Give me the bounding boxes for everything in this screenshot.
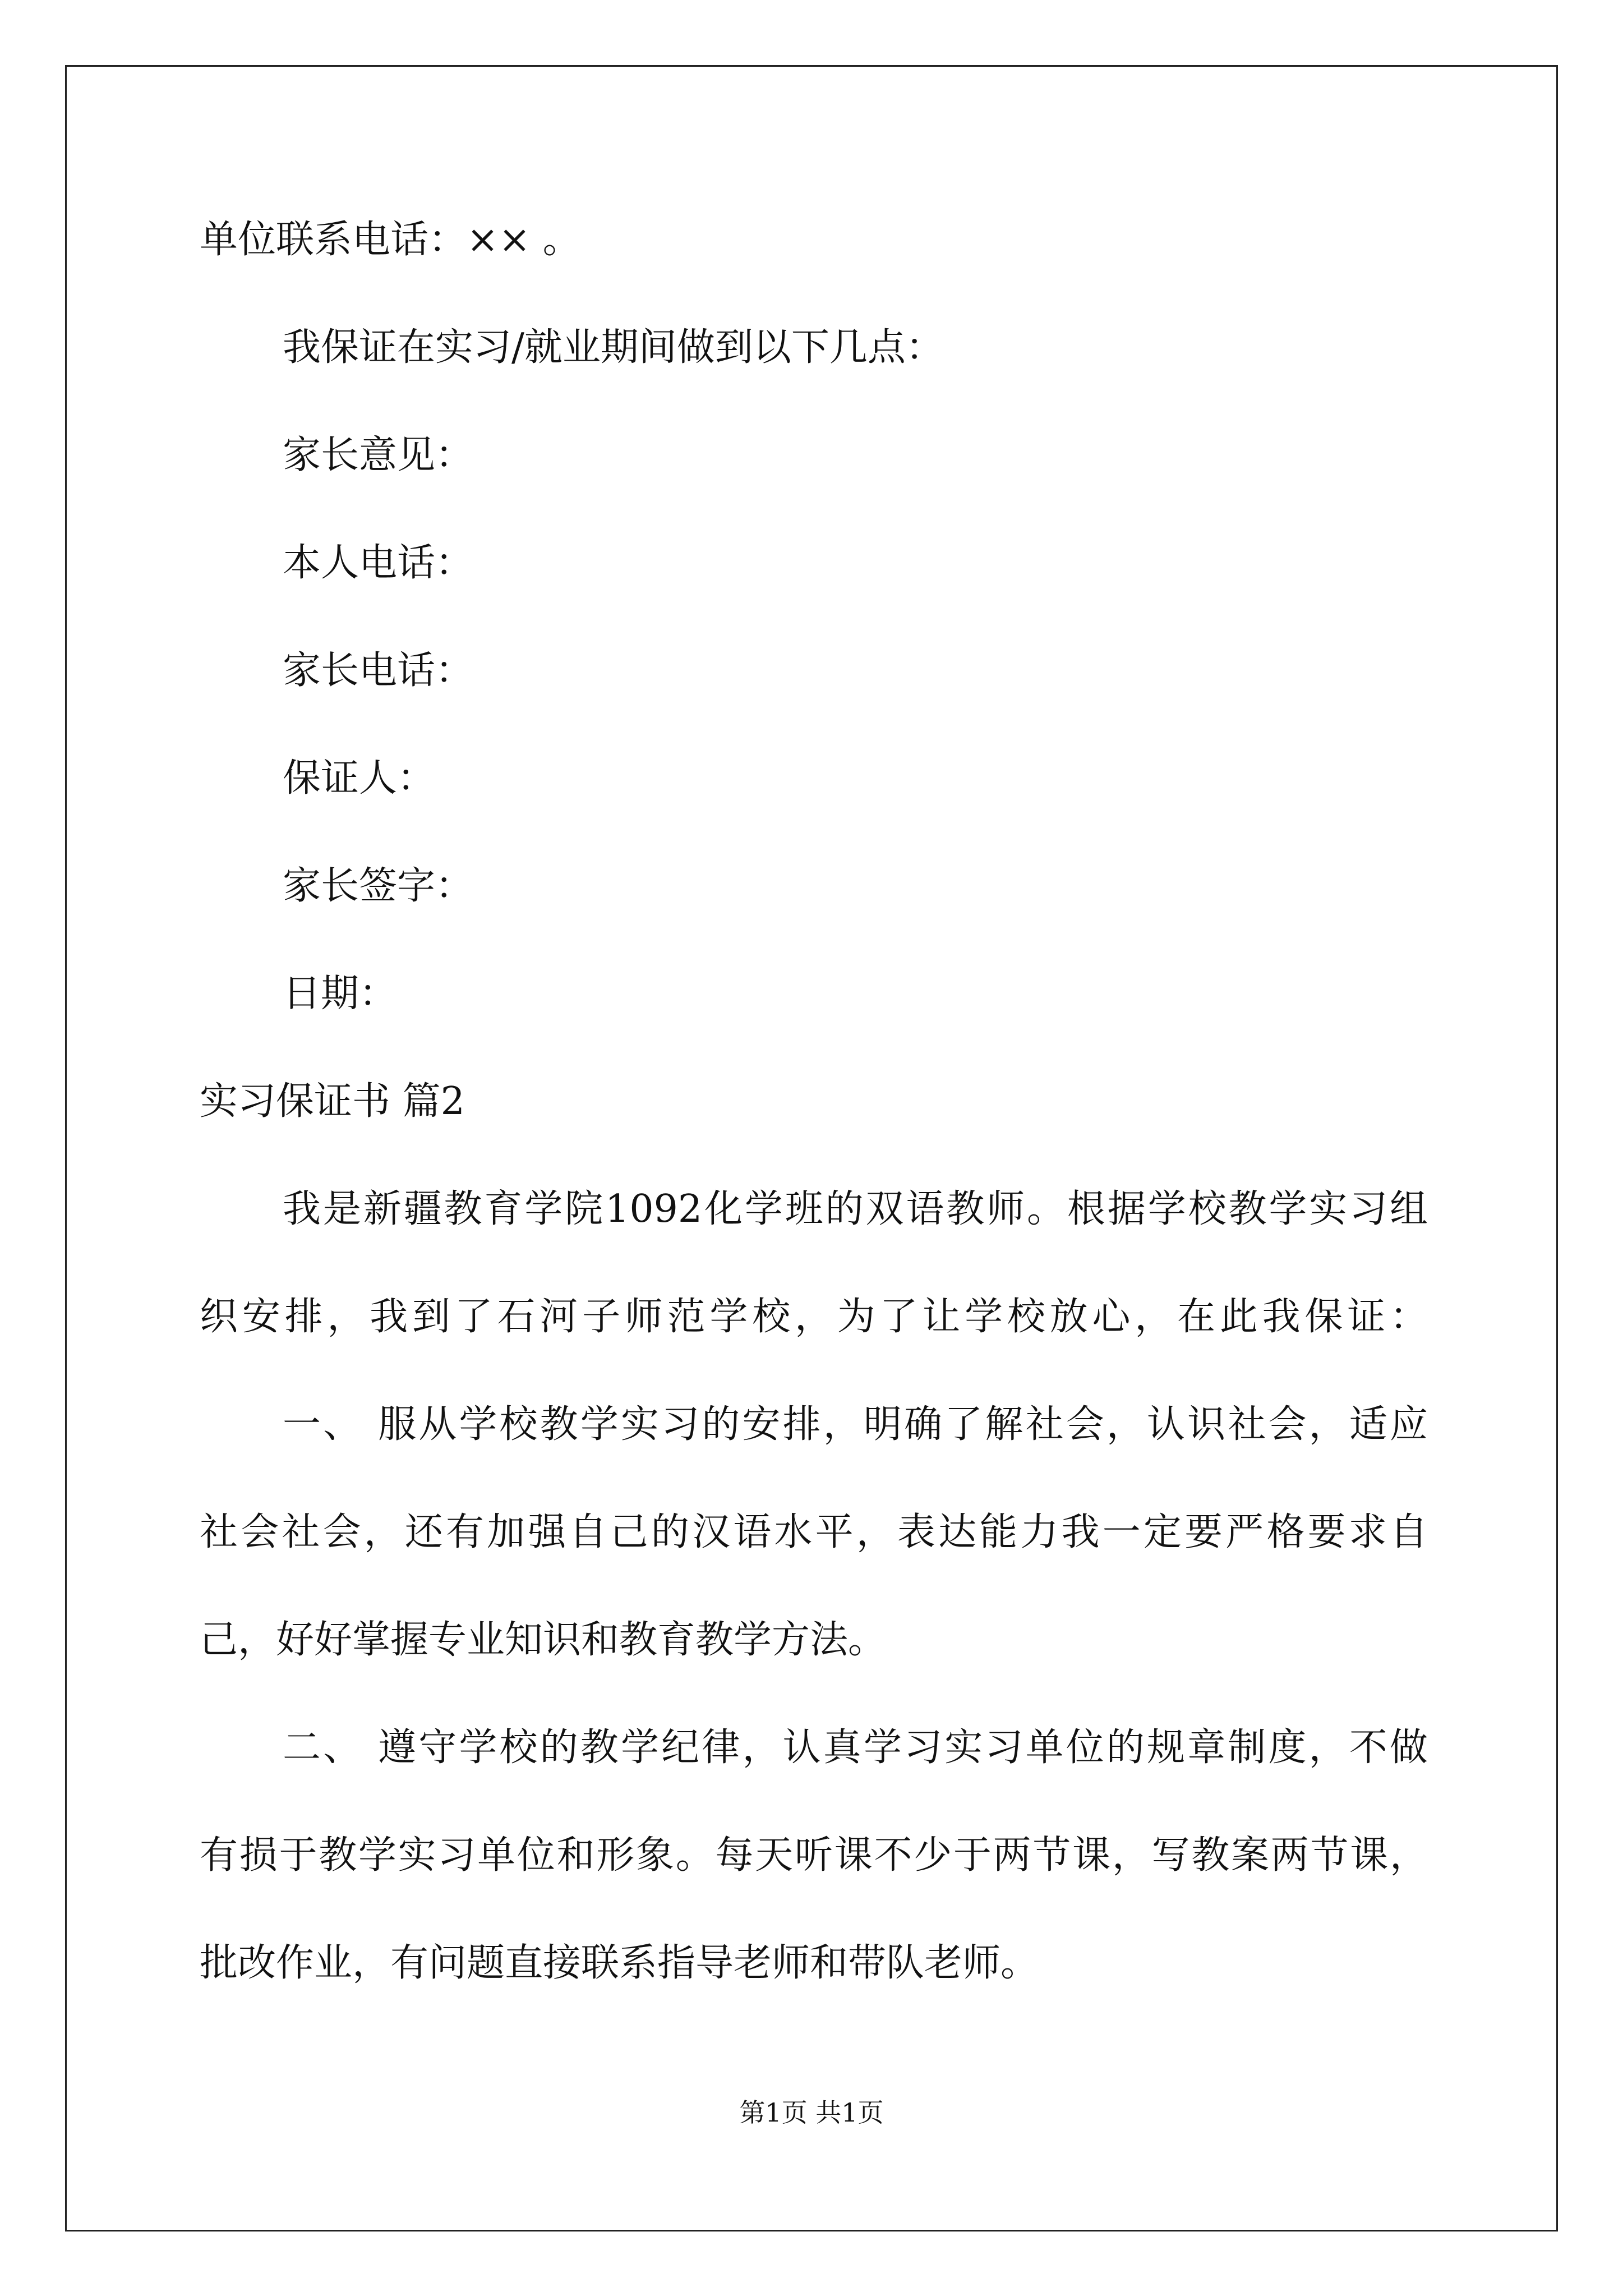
own-phone-line: 本人电话：	[283, 541, 474, 585]
page-border	[65, 65, 1558, 2231]
paragraph-line: 我是新疆教育学院1092化学班的双语教师。根据学校教学实习组	[283, 1187, 1428, 1231]
parent-signature-line: 家长签字：	[283, 864, 474, 908]
paragraph-line: 织安排，我到了石河子师范学校，为了让学校放心，在此我保证：	[200, 1295, 1428, 1339]
paragraph-line: 社会社会，还有加强自己的汉语水平，表达能力我一定要严格要求自	[200, 1510, 1428, 1554]
paragraph-line: 一、 服从学校教学实习的安排，明确了解社会，认识社会，适应	[283, 1402, 1428, 1447]
date-line: 日期：	[283, 972, 398, 1016]
unit-phone-line: 单位联系电话：×× 。	[200, 218, 581, 262]
paragraph-line: 批改作业，有问题直接联系指导老师和带队老师。	[200, 1941, 1039, 1985]
paragraph-line: 有损于教学实习单位和形象。每天听课不少于两节课，写教案两节课，	[200, 1833, 1428, 1878]
section-heading: 实习保证书 篇2	[200, 1079, 465, 1124]
paragraph-line: 己，好好掌握专业知识和教育教学方法。	[200, 1618, 887, 1662]
paragraph-line: 二、 遵守学校的教学纪律，认真学习实习单位的规章制度，不做	[283, 1726, 1428, 1770]
parent-phone-line: 家长电话：	[283, 648, 474, 693]
page-number-footer: 第1页 共1页	[739, 2097, 884, 2128]
guarantor-line: 保证人：	[283, 756, 436, 800]
guarantee-intro-line: 我保证在实习/就业期间做到以下几点：	[283, 325, 944, 370]
parent-opinion-line: 家长意见：	[283, 433, 474, 477]
